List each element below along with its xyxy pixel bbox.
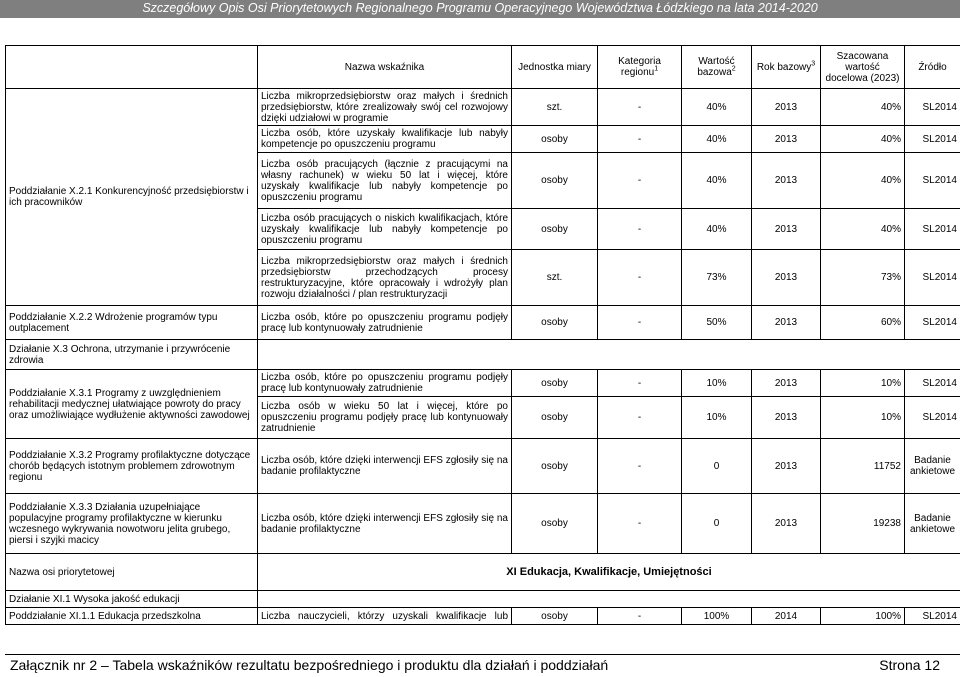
table-row (6, 608, 960, 625)
baseline-cell: 0 (682, 494, 752, 554)
base-year-cell: 2013 (752, 494, 821, 554)
target-cell: 11752 (821, 439, 905, 494)
baseline-cell: 0 (682, 439, 752, 494)
unit-cell: osoby (512, 608, 598, 625)
axis-value: XI Edukacja, Kwalifikacje, Umiejętności (258, 554, 960, 591)
indicators-table (5, 45, 960, 625)
baseline-cell: 100% (682, 608, 752, 625)
target-cell: 40% (821, 209, 905, 250)
indicator-name: Liczba osób, które dzięki interwencji EFS zgłosiły się na badanie profilaktyczne (258, 494, 512, 554)
unit-cell: osoby (512, 370, 598, 397)
unit-cell: szt. (512, 250, 598, 306)
unit-cell: osoby (512, 153, 598, 209)
column-header-baseline: Wartość bazowa$^2$ (682, 46, 752, 89)
indicator-name: Liczba nauczycieli, którzy uzyskali kwalifikacje lub (258, 608, 512, 625)
footer-caption: Załącznik nr 2 – Tabela wskaźników rezultatu bezpośredniego i produktu dla działań i poddziałań (10, 657, 609, 673)
target-cell: 100% (821, 608, 905, 625)
page-number: Strona 12 (879, 657, 940, 673)
category-cell: - (598, 306, 682, 340)
base-year-cell: 2013 (752, 439, 821, 494)
source-cell: SL2014 (905, 370, 960, 397)
table-header-row (6, 46, 960, 89)
footer-divider (5, 654, 960, 655)
category-cell: - (598, 250, 682, 306)
indicator-name: Liczba osób, które uzyskały kwalifikacje lub nabyły kompetencje po opuszczeniu programu (258, 126, 512, 153)
category-cell: - (598, 126, 682, 153)
source-cell: Badanie ankietowe (905, 439, 960, 494)
baseline-cell: 10% (682, 397, 752, 439)
column-header-base-year: Rok bazowy$^3$ (752, 46, 821, 89)
unit-cell: osoby (512, 126, 598, 153)
column-header-source: Źródło (905, 46, 960, 89)
section-x3-label: Działanie X.3 Ochrona, utrzymanie i przywrócenie zdrowia (6, 340, 258, 370)
source-cell: SL2014 (905, 126, 960, 153)
category-cell: - (598, 370, 682, 397)
indicator-name: Liczba mikroprzedsiębiorstw oraz małych i średnich przedsiębiorstw, które zrealizowały swój cel rozwojowy dzięki udziałowi w programie (258, 89, 512, 126)
source-cell: SL2014 (905, 89, 960, 126)
base-year-cell: 2013 (752, 370, 821, 397)
target-cell: 40% (821, 153, 905, 209)
section-xi1-label: Działanie XI.1 Wysoka jakość edukacji (6, 591, 258, 608)
table-row (6, 306, 960, 340)
source-cell: SL2014 (905, 209, 960, 250)
page-header-title: Szczegółowy Opis Osi Priorytetowych Regionalnego Programu Operacyjnego Województwa Łódzkiego na lata 2014-2020 (142, 1, 818, 15)
baseline-cell: 40% (682, 89, 752, 126)
source-cell: SL2014 (905, 608, 960, 625)
indicator-name: Liczba osób pracujących (łącznie z pracującymi na własny rachunek) w wieku 50 lat i więcej, które uzyskały kwalifikacje lub nabyły kompetencje po opuszczeniu programu (258, 153, 512, 209)
section-x21-label: Poddziałanie X.2.1 Konkurencyjność przedsiębiorstw i ich pracowników (6, 89, 258, 306)
target-cell: 73% (821, 250, 905, 306)
indicator-name: Liczba osób pracujących o niskich kwalifikacjach, które uzyskały kwalifikacje lub nabyły kompetencje po opuszczeniu programu (258, 209, 512, 250)
section-x22-label: Poddziałanie X.2.2 Wdrożenie programów typu outplacement (6, 306, 258, 340)
category-cell: - (598, 608, 682, 625)
source-cell: SL2014 (905, 397, 960, 439)
unit-cell: szt. (512, 89, 598, 126)
target-cell: 60% (821, 306, 905, 340)
indicator-name: Liczba osób, które po opuszczeniu programu podjęły pracę lub kontynuowały zatrudnienie (258, 306, 512, 340)
table-row (6, 494, 960, 554)
target-cell: 10% (821, 370, 905, 397)
unit-cell: osoby (512, 439, 598, 494)
section-xi11-label: Poddziałanie XI.1.1 Edukacja przedszkolna (6, 608, 258, 625)
target-cell: 40% (821, 89, 905, 126)
target-cell: 19238 (821, 494, 905, 554)
baseline-cell: 40% (682, 153, 752, 209)
base-year-cell: 2013 (752, 209, 821, 250)
indicator-name: Liczba osób, które po opuszczeniu programu podjęły pracę lub kontynuowały zatrudnienie (258, 370, 512, 397)
indicator-name: Liczba osób w wieku 50 lat i więcej, które po opuszczeniu programu podjęły pracę lub kontynuowały zatrudnienie (258, 397, 512, 439)
base-year-cell: 2013 (752, 250, 821, 306)
base-year-cell: 2013 (752, 126, 821, 153)
section-row (6, 591, 960, 608)
column-header-category: Kategoria regionu$^1$ (598, 46, 682, 89)
category-cell: - (598, 439, 682, 494)
target-cell: 40% (821, 126, 905, 153)
section-row (6, 340, 960, 370)
section-x32-label: Poddziałanie X.3.2 Programy profilaktyczne dotyczące chorób będących istotnym problemem zdrowotnym regionu (6, 439, 258, 494)
base-year-cell: 2013 (752, 306, 821, 340)
baseline-cell: 73% (682, 250, 752, 306)
table-row (6, 89, 960, 126)
unit-cell: osoby (512, 397, 598, 439)
column-header-name: Nazwa wskaźnika (258, 46, 512, 89)
section-x33-label: Poddziałanie X.3.3 Działania uzupełniające populacyjne programy profilaktyczne w kierunku wczesnego wykrywania nowotworu jelita grubego, piersi i szyjki macicy (6, 494, 258, 554)
baseline-cell: 40% (682, 209, 752, 250)
category-cell: - (598, 153, 682, 209)
source-cell: SL2014 (905, 306, 960, 340)
empty-header-cell (6, 46, 258, 89)
indicator-name: Liczba osób, które dzięki interwencji EFS zgłosiły się na badanie profilaktyczne (258, 439, 512, 494)
baseline-cell: 40% (682, 126, 752, 153)
unit-cell: osoby (512, 494, 598, 554)
unit-cell: osoby (512, 306, 598, 340)
table-row (6, 370, 960, 397)
section-x31-label: Poddziałanie X.3.1 Programy z uwzględnieniem rehabilitacji medycznej ułatwiające powroty do pracy oraz umożliwiające wydłużenie aktywności zawodowej (6, 370, 258, 439)
table-row (6, 439, 960, 494)
category-cell: - (598, 89, 682, 126)
category-cell: - (598, 209, 682, 250)
target-cell: 10% (821, 397, 905, 439)
indicator-name: Liczba mikroprzedsiębiorstw oraz małych i średnich przedsiębiorstw przechodzących procesy restrukturyzacyjne, które opracowały i wdrożyły plan rozwoju działalności / plan restrukturyzacji (258, 250, 512, 306)
source-cell: SL2014 (905, 153, 960, 209)
page-header-band (0, 0, 960, 18)
baseline-cell: 10% (682, 370, 752, 397)
base-year-cell: 2013 (752, 397, 821, 439)
axis-label: Nazwa osi priorytetowej (6, 554, 258, 591)
column-header-target: Szacowana wartość docelowa (2023) (821, 46, 905, 89)
base-year-cell: 2014 (752, 608, 821, 625)
unit-cell: osoby (512, 209, 598, 250)
base-year-cell: 2013 (752, 153, 821, 209)
source-cell: SL2014 (905, 250, 960, 306)
category-cell: - (598, 494, 682, 554)
source-cell: Badanie ankietowe (905, 494, 960, 554)
baseline-cell: 50% (682, 306, 752, 340)
category-cell: - (598, 397, 682, 439)
column-header-unit: Jednostka miary (512, 46, 598, 89)
axis-row (6, 554, 960, 591)
base-year-cell: 2013 (752, 89, 821, 126)
